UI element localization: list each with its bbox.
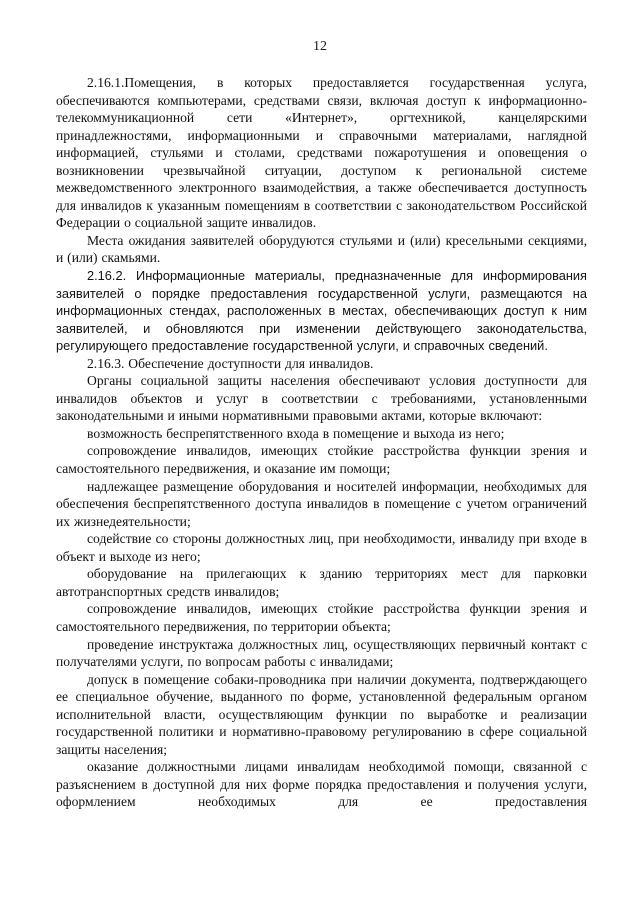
paragraph-2-16-1: 2.16.1.Помещения, в которых предоставляется государственная услуга, обеспечиваются компьютерами, средствами связи, включая доступ к информационно-телекоммуникационной сети «Интернет», оргтехникой, канцелярскими принадлежностями, информационными и справочными материалами, наглядной информацией, стульями и столами, средствами пожаротушения и оповещения о возникновении чрезвычайной ситуации, доступом к региональной системе межведомственного электронного взаимодействия, а также обеспечивается доступность для инвалидов к указанным помещениям в соответствии с законодательством Российской Федерации о социальной защите инвалидов.: [56, 75, 587, 231]
document-body: [56, 74, 587, 811]
paragraph-2-16-3-heading: 2.16.3. Обеспечение доступности для инвалидов.: [87, 355, 374, 371]
list-item-parking: оборудование на прилегающих к зданию территориях мест для парковки автотранспортных средств инвалидов;: [56, 566, 587, 599]
list-item-equipment-placement: надлежащее размещение оборудования и носителей информации, необходимых для обеспечения беспрепятственного доступа инвалидов в помещение с учетом ограничений их жизнедеятельности;: [56, 478, 587, 529]
list-item-guide-dog: допуск в помещение собаки-проводника при наличии документа, подтверждающего ее специальное обучение, выданного по форме, установленной федеральным органом исполнительной власти, осуществляющим функции по выработке и реализации государственной политики и нормативно-правовому регулированию в сфере социальной защиты населения;: [56, 671, 587, 757]
list-item-explanation-help: оказание должностными лицами инвалидам необходимой помощи, связанной с разъяснением в доступной для них форме порядка предоставления и получения услуги, оформлением необходимых для ее предоставления: [56, 759, 587, 810]
list-item-escort-territory: сопровождение инвалидов, имеющих стойкие расстройства функции зрения и самостоятельного передвижения, по территории объекта;: [56, 601, 587, 634]
page-number: 12: [313, 39, 327, 54]
list-item-staff-assistance: содействие со стороны должностных лиц, при необходимости, инвалиду при входе в объект и выходе из него;: [56, 531, 587, 564]
list-item-escort-assistance: сопровождение инвалидов, имеющих стойкие расстройства функции зрения и самостоятельного передвижения, и оказание им помощи;: [56, 443, 587, 477]
paragraph-2-16-2: 2.16.2. Информационные материалы, предназначенные для информирования заявителей о порядке предоставления государственной услуги, размещаются на информационных стендах, расположенных в местах, обеспечивающих доступ к ним заявителей, и обновляются при изменении действующего законодательства, регулирующего предоставление государственной услуги, и справочных сведений.: [56, 268, 587, 354]
paragraph-waiting-areas: Места ожидания заявителей оборудуются стульями и (или) кресельными секциями, и (или) скамьями.: [56, 232, 587, 266]
list-item-staff-briefing: проведение инструктажа должностных лиц, осуществляющих первичный контакт с получателями услуги, по вопросам работы с инвалидами;: [56, 636, 587, 670]
list-item-entry-exit: возможность беспрепятственного входа в помещение и выхода из него;: [87, 425, 505, 441]
paragraph-accessibility-intro: Органы социальной защиты населения обеспечивают условия доступности для инвалидов объектов и услуг в соответствии с требованиями, установленными законодательными и иными нормативными правовыми актами, которые включают:: [56, 373, 587, 424]
